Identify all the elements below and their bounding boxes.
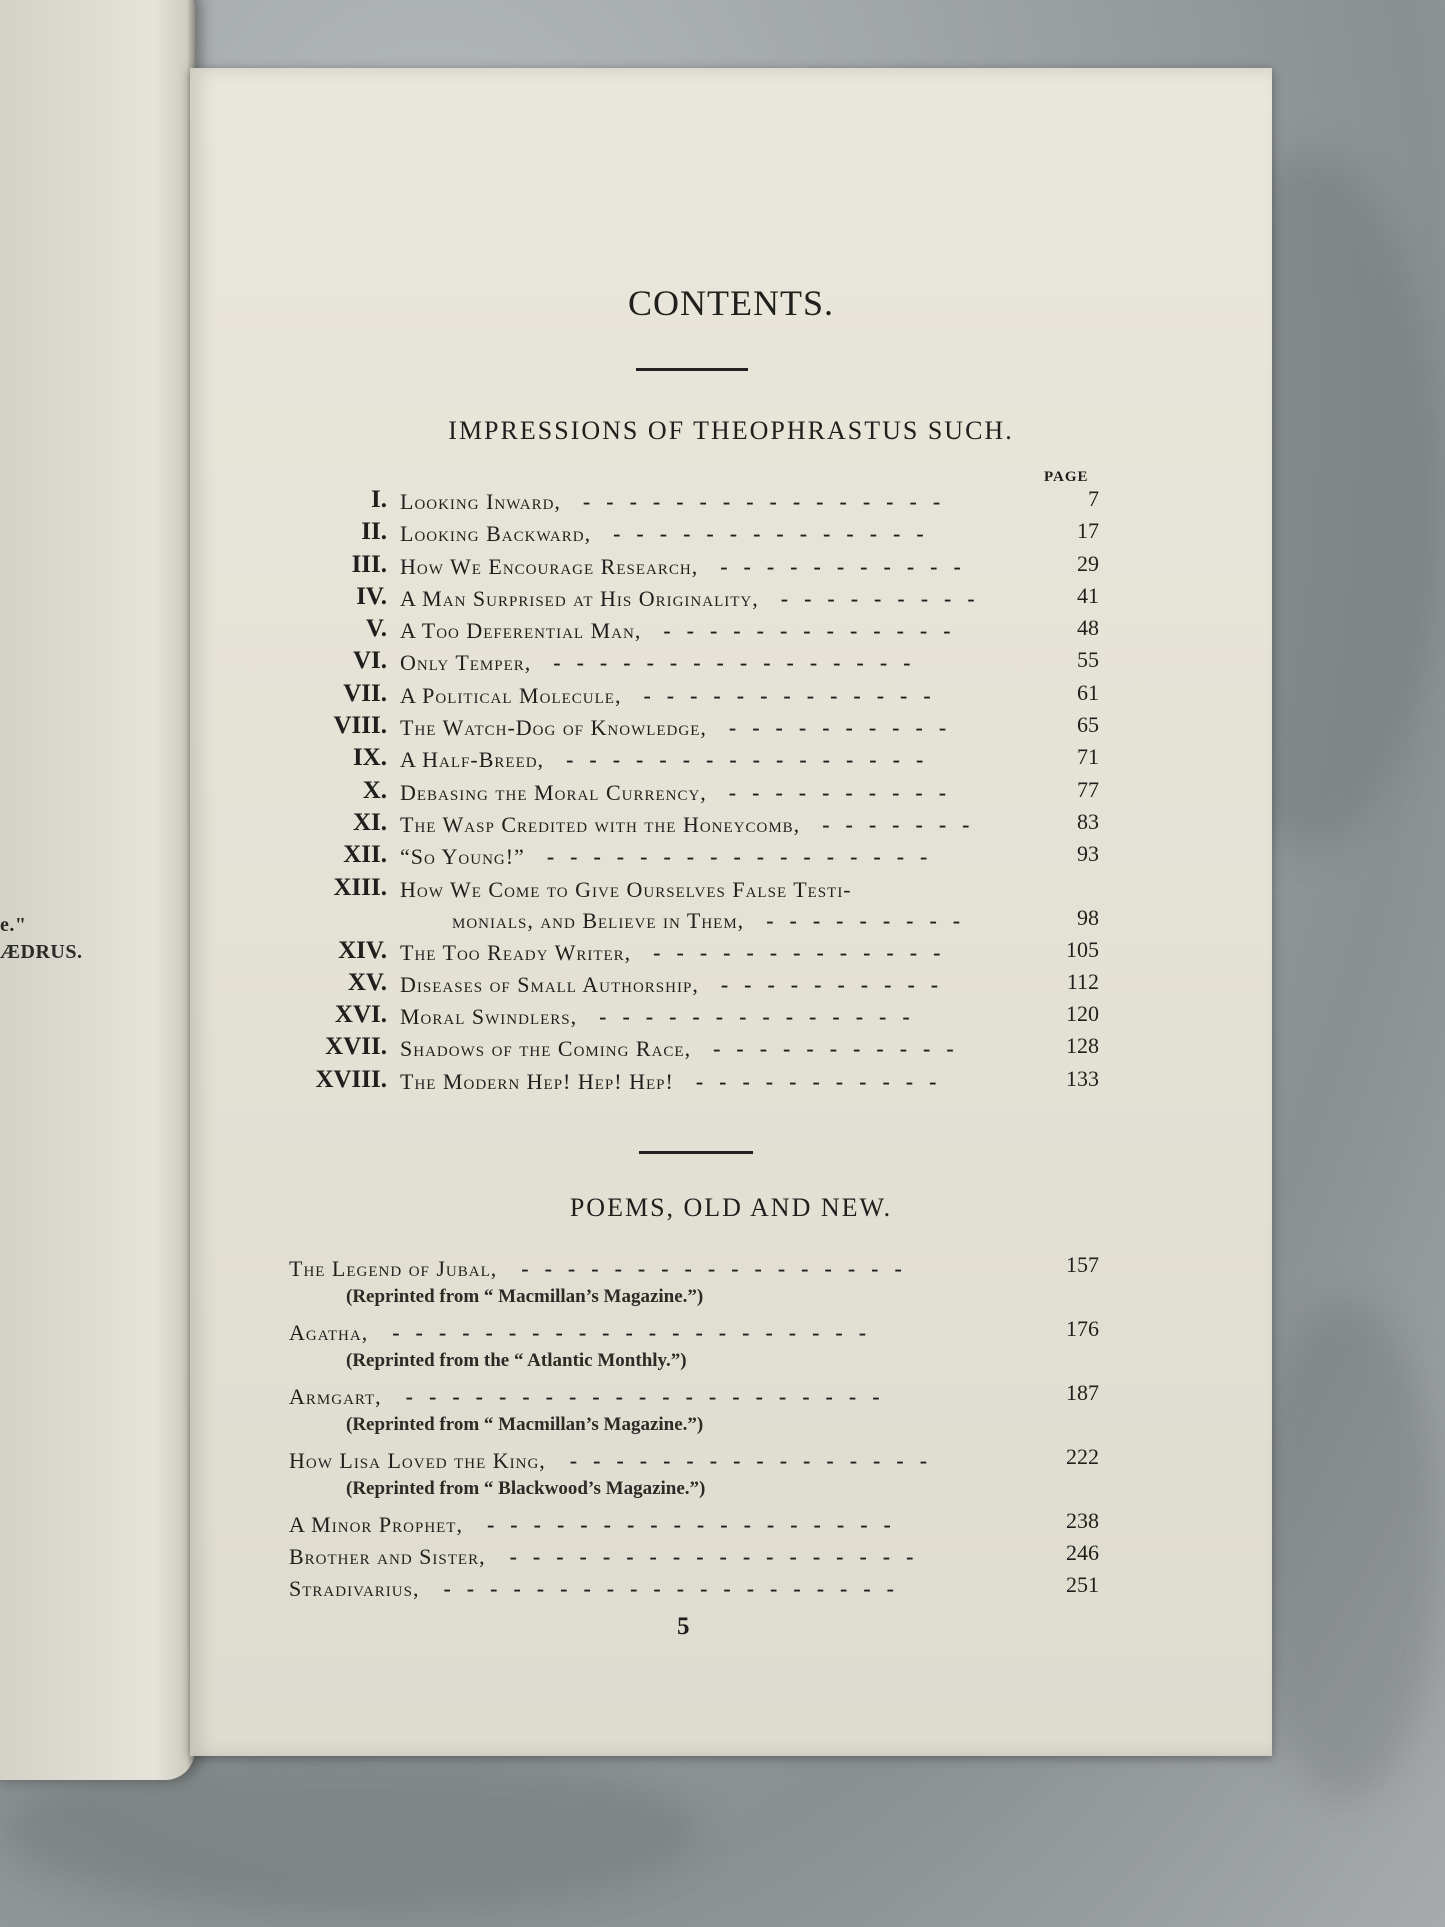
toc-entry: [190, 809, 1272, 841]
chapter-page: 105: [1066, 936, 1099, 962]
section-heading-poems: POEMS, OLD AND NEW.: [569, 1193, 893, 1222]
chapter-title: “So Young!”: [400, 844, 525, 870]
chapter-page: 112: [1066, 968, 1099, 994]
toc-entry: [190, 777, 1272, 809]
leader-dots: ------------------: [486, 1512, 907, 1537]
facing-page-text: [0, 912, 82, 966]
leader-dots: -------------: [663, 618, 967, 644]
leader-dots: -----------------: [521, 1256, 918, 1281]
chapter-number: VIII.: [333, 712, 387, 740]
toc-entry: [190, 615, 1272, 647]
chapter-page: 61: [1077, 679, 1099, 705]
chapter-title: Moral Swindlers,: [400, 1004, 578, 1030]
chapter-page: 29: [1077, 550, 1099, 576]
poem-reprint-note: (Reprinted from “ Blackwood’s Magazine.”): [346, 1478, 706, 1499]
chapter-title: The Modern Hep! Hep! Hep!: [400, 1068, 674, 1094]
chapter-number: X.: [362, 776, 387, 804]
toc-entry: [190, 1001, 1272, 1033]
chapter-number: XIV.: [338, 936, 387, 964]
chapter-page: 98: [1077, 904, 1099, 930]
chapter-title: How We Encourage Research,: [400, 553, 699, 579]
toc-entry: [190, 744, 1272, 776]
chapter-page: 128: [1066, 1033, 1099, 1059]
poem-page: 238: [1066, 1508, 1099, 1533]
chapter-title-continued: monials, and Believe in Them,: [452, 907, 745, 933]
chapter-number: IX.: [352, 744, 387, 772]
poem-reprint-note: (Reprinted from “ Macmillan’s Magazine.”): [346, 1286, 704, 1307]
chapter-number: IV.: [356, 582, 387, 610]
chapter-title: A Man Surprised at His Originality,: [400, 585, 759, 611]
chapter-title: Only Temper,: [400, 650, 532, 676]
leader-dots: -----------: [713, 1036, 970, 1062]
leader-dots: ---------------------: [405, 1384, 896, 1409]
poem-title: Armgart,: [289, 1384, 382, 1409]
toc-entry: [190, 1033, 1272, 1065]
chapter-number: XVI.: [334, 1001, 387, 1029]
leader-dots: ----------: [720, 971, 955, 997]
chapter-page: 41: [1077, 582, 1099, 608]
facing-page-line-2: ÆDRUS.: [0, 941, 83, 963]
poem-entry: [190, 1316, 1272, 1384]
chapter-title: How We Come to Give Ourselves False Testi-: [400, 876, 852, 902]
poem-entry: [190, 1444, 1272, 1512]
leader-dots: ----------: [728, 715, 963, 741]
chapter-title: Debasing the Moral Currency,: [400, 779, 707, 805]
poem-title: The Legend of Jubal,: [289, 1256, 498, 1281]
toc-entry: [190, 874, 1272, 937]
leader-dots: ----------------: [582, 489, 957, 514]
leader-dots: ----------------: [569, 1448, 944, 1473]
leader-dots: -------------: [653, 939, 957, 965]
facing-page: [0, 0, 195, 1780]
toc-entry: [190, 712, 1272, 744]
chapter-number: V.: [365, 615, 387, 643]
impressions-toc: [190, 486, 1272, 1098]
poem-entry: [190, 1252, 1272, 1320]
leader-dots: ---------: [766, 907, 977, 933]
poem-title: Stradivarius,: [289, 1576, 420, 1601]
poem-reprint-note: (Reprinted from “ Macmillan’s Magazine.”): [346, 1414, 704, 1435]
toc-entry: [190, 680, 1272, 712]
facing-page-line-1: e.": [0, 914, 27, 936]
contents-title: CONTENTS.: [628, 283, 834, 323]
toc-entry: [190, 969, 1272, 1001]
chapter-title: The Wasp Credited with the Honeycomb,: [400, 811, 801, 837]
chapter-number: II.: [361, 518, 387, 546]
poem-title: A Minor Prophet,: [289, 1512, 463, 1537]
poem-title: Agatha,: [289, 1320, 369, 1345]
chapter-page: 71: [1077, 744, 1099, 770]
chapter-title: A Political Molecule,: [400, 682, 622, 708]
poem-title: How Lisa Loved the King,: [289, 1448, 546, 1473]
chapter-title: Looking Inward,: [400, 489, 561, 514]
toc-entry: [190, 937, 1272, 969]
chapter-page: 120: [1066, 1001, 1099, 1027]
poem-page: 246: [1066, 1540, 1099, 1565]
poems-toc: [190, 1252, 1272, 1608]
poem-reprint-note: (Reprinted from the “ Atlantic Monthly.”): [346, 1350, 687, 1371]
chapter-page: 17: [1077, 518, 1099, 544]
chapter-number: XII.: [343, 841, 387, 869]
poem-page: 187: [1066, 1380, 1099, 1405]
leader-dots: ----------------: [553, 650, 927, 676]
chapter-number: XI.: [352, 808, 387, 836]
leader-dots: --------------: [613, 521, 940, 547]
leader-dots: ----------: [728, 779, 963, 805]
leader-dots: -------: [822, 811, 986, 837]
poem-entry: [190, 1508, 1272, 1544]
poem-entry: [190, 1540, 1272, 1576]
divider-rule: [636, 368, 748, 371]
poem-entry: [190, 1380, 1272, 1448]
chapter-page: 77: [1077, 776, 1099, 802]
leader-dots: -------------: [643, 682, 947, 708]
chapter-page: 55: [1077, 647, 1099, 673]
leader-dots: -----------: [720, 553, 977, 579]
poem-page: 157: [1066, 1252, 1099, 1277]
chapter-number: XV.: [347, 968, 387, 996]
poem-page: 222: [1066, 1444, 1099, 1469]
page-column-label: PAGE: [1044, 469, 1089, 485]
chapter-title: The Watch-Dog of Knowledge,: [400, 715, 707, 741]
leader-dots: --------------------: [443, 1576, 911, 1601]
poem-page: 251: [1066, 1572, 1099, 1597]
chapter-number: III.: [351, 550, 387, 578]
toc-entry: [190, 551, 1272, 583]
chapter-number: XVIII.: [315, 1065, 387, 1093]
poem-entry: [190, 1572, 1272, 1608]
chapter-number: XVII.: [325, 1033, 387, 1061]
leader-dots: ----------------: [566, 747, 940, 773]
divider-rule: [639, 1151, 753, 1154]
toc-entry: [190, 647, 1272, 679]
toc-entry: [190, 1066, 1272, 1098]
toc-entry: [190, 486, 1272, 518]
leader-dots: --------------: [599, 1004, 926, 1030]
chapter-number: VI.: [352, 647, 387, 675]
toc-entry: [190, 518, 1272, 550]
leader-dots: -----------------: [546, 844, 944, 870]
chapter-page: 65: [1077, 712, 1099, 738]
leader-dots: ---------: [780, 585, 991, 611]
leader-dots: ------------------: [509, 1544, 930, 1569]
page-number: 5: [677, 1613, 690, 1640]
chapter-page: 7: [1088, 486, 1099, 511]
chapter-title: A Too Deferential Man,: [400, 618, 642, 644]
poem-title: Brother and Sister,: [289, 1544, 486, 1569]
chapter-page: 83: [1077, 808, 1099, 834]
chapter-page: 93: [1077, 841, 1099, 867]
chapter-title: Diseases of Small Authorship,: [400, 971, 699, 997]
leader-dots: ---------------------: [392, 1320, 883, 1345]
poem-page: 176: [1066, 1316, 1099, 1341]
chapter-title: Shadows of the Coming Race,: [400, 1036, 692, 1062]
chapter-title: Looking Backward,: [400, 521, 592, 547]
chapter-page: 48: [1077, 615, 1099, 641]
contents-page: [190, 68, 1272, 1756]
toc-entry: [190, 841, 1272, 873]
toc-entry: [190, 583, 1272, 615]
leader-dots: -----------: [695, 1068, 953, 1094]
chapter-number: XIII.: [333, 873, 387, 901]
chapter-page: 133: [1066, 1065, 1099, 1091]
chapter-number: VII.: [343, 679, 387, 707]
chapter-number: I.: [371, 486, 387, 513]
chapter-title: The Too Ready Writer,: [400, 939, 632, 965]
chapter-title: A Half-Breed,: [400, 747, 545, 773]
section-heading-impressions: IMPRESSIONS OF THEOPHRASTUS SUCH.: [448, 416, 1014, 445]
